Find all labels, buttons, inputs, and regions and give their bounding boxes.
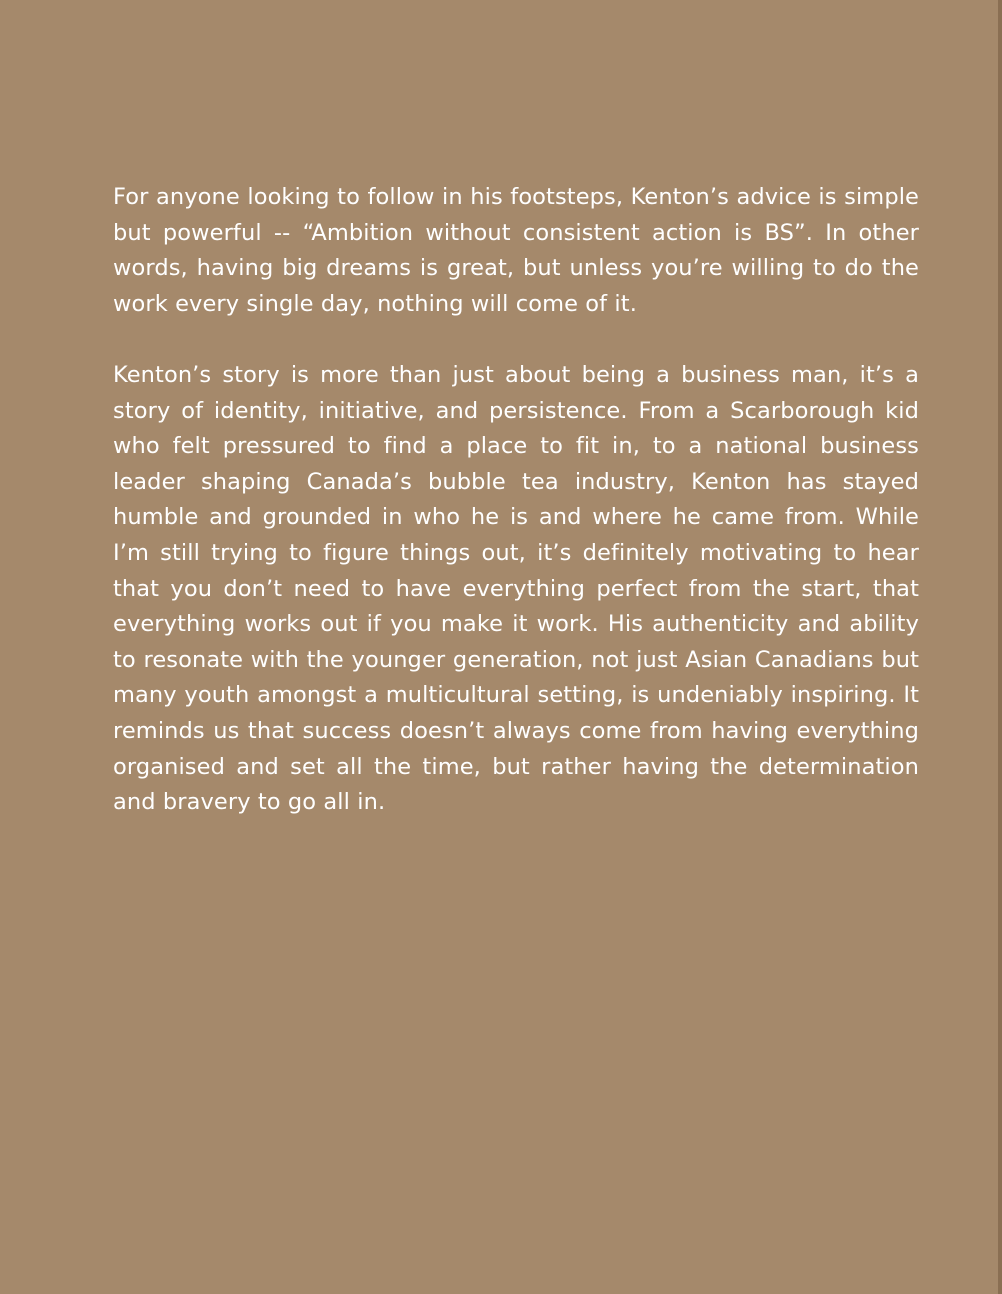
article-body: [113, 180, 919, 821]
article-paragraph-1: For anyone looking to follow in his footsteps, Kenton’s advice is simple but powerful -- “Ambition without consistent action is BS”. In other words, having big dreams is great, but unless you’re willing to do the work every single day, nothing will come of it.: [113, 184, 919, 317]
article-paragraph-2: Kenton’s story is more than just about being a business man, it’s a story of identity, initiative, and persistence. From a Scarborough kid who felt pressured to find a place to fit in, to a national business leader shaping Canada’s bubble tea industry, Kenton has stayed humble and grounded in who he is and where he came from. While I’m still trying to figure things out, it’s definitely motivating to hear that you don’t need to have everything perfect from the start, that everything works out if you make it work. His authenticity and ability to resonate with the younger generation, not just Asian Canadians but many youth amongst a multicultural setting, is undeniably inspiring. It reminds us that success doesn’t always come from having everything organised and set all the time, but rather having the determination and bravery to go all in.: [113, 361, 919, 816]
page-edge: [998, 0, 1002, 1294]
